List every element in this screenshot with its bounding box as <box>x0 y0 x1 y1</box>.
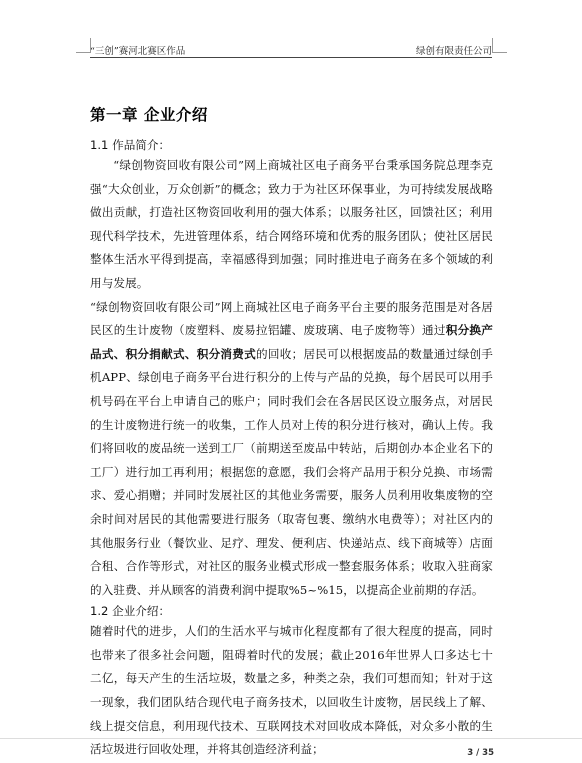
paragraph-service-scope <box>90 296 493 603</box>
bold-highlight: 积分换产品式、积分捐献式、积分消费式 <box>90 323 493 361</box>
section-title-1-2: 1.2 企业介绍： <box>90 604 171 619</box>
page-content <box>90 103 493 762</box>
page-number: 3 / 35 <box>467 748 494 758</box>
footer-divider <box>0 738 582 739</box>
header-divider <box>90 57 492 58</box>
paragraph-text-before: “绿创物资回收有限公司”网上商城社区电子商务平台主要的服务范围是对各居民区的生计废物（废塑料、废易拉铝罐、废玻璃、电子废物等）通过 <box>90 299 493 338</box>
chapter-title: 第一章 企业介绍 <box>90 106 208 124</box>
page-header <box>90 40 492 57</box>
header-left-text: “三创”赛河北赛区作品 <box>90 46 186 57</box>
paragraph-intro: “绿创物资回收有限公司”网上商城社区电子商务平台秉承国务院总理李克强“大众创业，万众创新”的概念；致力于为社区环保事业，为可持续发展战略做出贡献，打造社区物资回收利用的强大体系；以服务社区，回馈社区；利用现代科学技术，先进管理体系，结合网络环境和优秀的服务团队；使社区居民整体生活水平得到提高，幸福感得到加强；同时推进电子商务在多个领域的利用与发展。 <box>90 158 493 290</box>
crop-mark-top-right <box>492 38 507 53</box>
section-title-1-1: 1.1 作品简介： <box>90 138 171 152</box>
header-right-text: 绿创有限责任公司 <box>415 46 492 57</box>
crop-mark-top-left <box>76 38 91 53</box>
paragraph-company: 随着时代的进步，人们的生活水平与城市化程度都有了很大程度的提高，同时也带来了很多社会问题，阻碍着时代的发展；截止2016年世界人口多达七十二亿，每天产生的生活垃圾，数量之多，种类之杂，我们可想而知；针对于这一现象，我们团队结合现代电子商务技术，以回收生计废物，居民线上了解、线上提交信息，利用现代技术、互联网技术对回收成本降低，对众多小散的生活垃圾进行回收处理，并将其创造经济利益； <box>90 624 493 757</box>
paragraph-text-after: 的回收；居民可以根据废品的数量通过绿创手机APP、绿创电子商务平台进行积分的上传与产品的兑换，每个居民可以用手机号码在平台上申请自己的账户；同时我们会在各居民区设立服务点，对居民的生计废物进行统一的收集，工作人员对上传的积分进行核对，确认上传。我们将回收的废品统一送到工厂（前期送至废品中转站，后期创办本企业名下的工厂）进行加工再利用；根据您的意愿，我们会将产品用于积分兑换、市场需求、爱心捐赠；并同时发展社区的其他业务需要，服务人员利用收集废物的空余时间对居民的其他需要进行服务（取寄包裹、缴纳水电费等）；对社区内的其他服务行业（餐饮业、足疗、理发、便利店、快递站点、线下商城等）店面合租、合作等形式，对社区的服务业模式形成一整套服务体系；收取入驻商家的入驻费、并从顾客的消费利润中提取%5~%15，以提高企业前期的存活。 <box>90 346 493 597</box>
